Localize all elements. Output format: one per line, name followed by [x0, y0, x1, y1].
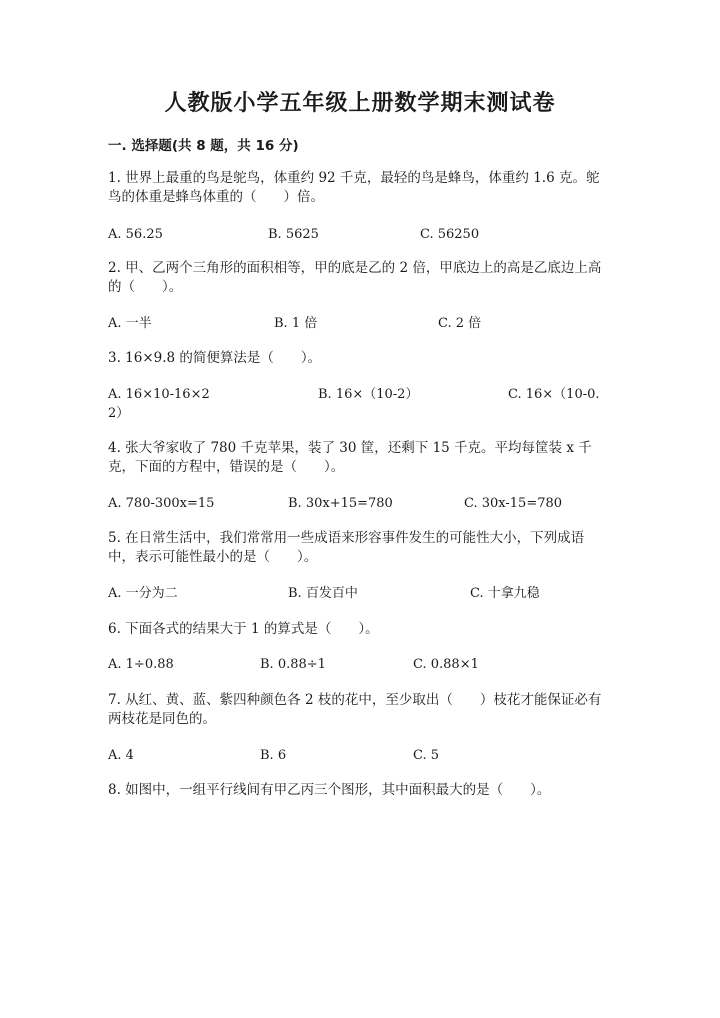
question-2: 2. 甲、乙两个三角形的面积相等，甲的底是乙的 2 倍，甲底边上的高是乙底边上高的（ ）。	[108, 260, 602, 295]
q5-option-a: A. 一分为二	[108, 586, 178, 601]
q6-option-c: C. 0.88×1	[413, 657, 479, 672]
q6-option-b: B. 0.88÷1	[260, 657, 326, 672]
q7-option-c: C. 5	[413, 748, 440, 763]
section-heading: 一. 选择题(共 8 题，共 16 分)	[108, 138, 299, 154]
q4-option-a: A. 780-300x=15	[108, 496, 215, 511]
q3-option-a: A. 16×10-16×2	[108, 387, 210, 402]
question-8: 8. 如图中，一组平行线间有甲乙丙三个图形，其中面积最大的是（ ）。	[108, 782, 551, 798]
q7-option-b: B. 6	[260, 748, 287, 763]
q3-option-b: B. 16×（10-2）	[318, 387, 419, 402]
q1-option-c: C. 56250	[420, 227, 480, 242]
q2-option-b: B. 1 倍	[274, 316, 318, 331]
q2-option-c: C. 2 倍	[438, 316, 482, 331]
q5-option-b: B. 百发百中	[288, 586, 358, 601]
page-title: 人教版小学五年级上册数学期末测试卷	[164, 91, 556, 116]
q4-option-b: B. 30x+15=780	[288, 496, 393, 511]
question-1: 1. 世界上最重的鸟是鸵鸟，体重约 92 千克，最轻的鸟是蜂鸟，体重约 1.6 克。鸵鸟的体重是蜂鸟体重的（ ）倍。	[108, 170, 600, 205]
question-4: 4. 张大爷家收了 780 千克苹果，装了 30 筐，还剩下 15 千克。平均每筐装 x 千克，下面的方程中，错误的是（ ）。	[108, 440, 592, 475]
q7-option-a: A. 4	[108, 748, 134, 763]
q3-option-c: C. 16×（10-0.2）	[108, 387, 600, 421]
q2-option-a: A. 一半	[108, 316, 152, 331]
q1-option-a: A. 56.25	[108, 227, 163, 242]
question-6: 6. 下面各式的结果大于 1 的算式是（ ）。	[108, 621, 379, 637]
question-5: 5. 在日常生活中，我们常常用一些成语来形容事件发生的可能性大小，下列成语中，表示可能性最小的是（ ）。	[108, 530, 585, 565]
q1-option-b: B. 5625	[268, 227, 319, 242]
question-3: 3. 16×9.8 的简便算法是（ ）。	[108, 350, 322, 366]
q5-option-c: C. 十拿九稳	[470, 586, 540, 601]
q4-option-c: C. 30x-15=780	[464, 496, 563, 511]
question-7: 7. 从红、黄、蓝、紫四种颜色各 2 枝的花中，至少取出（ ）枝花才能保证必有两枝花是同色的。	[108, 692, 602, 727]
q6-option-a: A. 1÷0.88	[108, 657, 174, 672]
